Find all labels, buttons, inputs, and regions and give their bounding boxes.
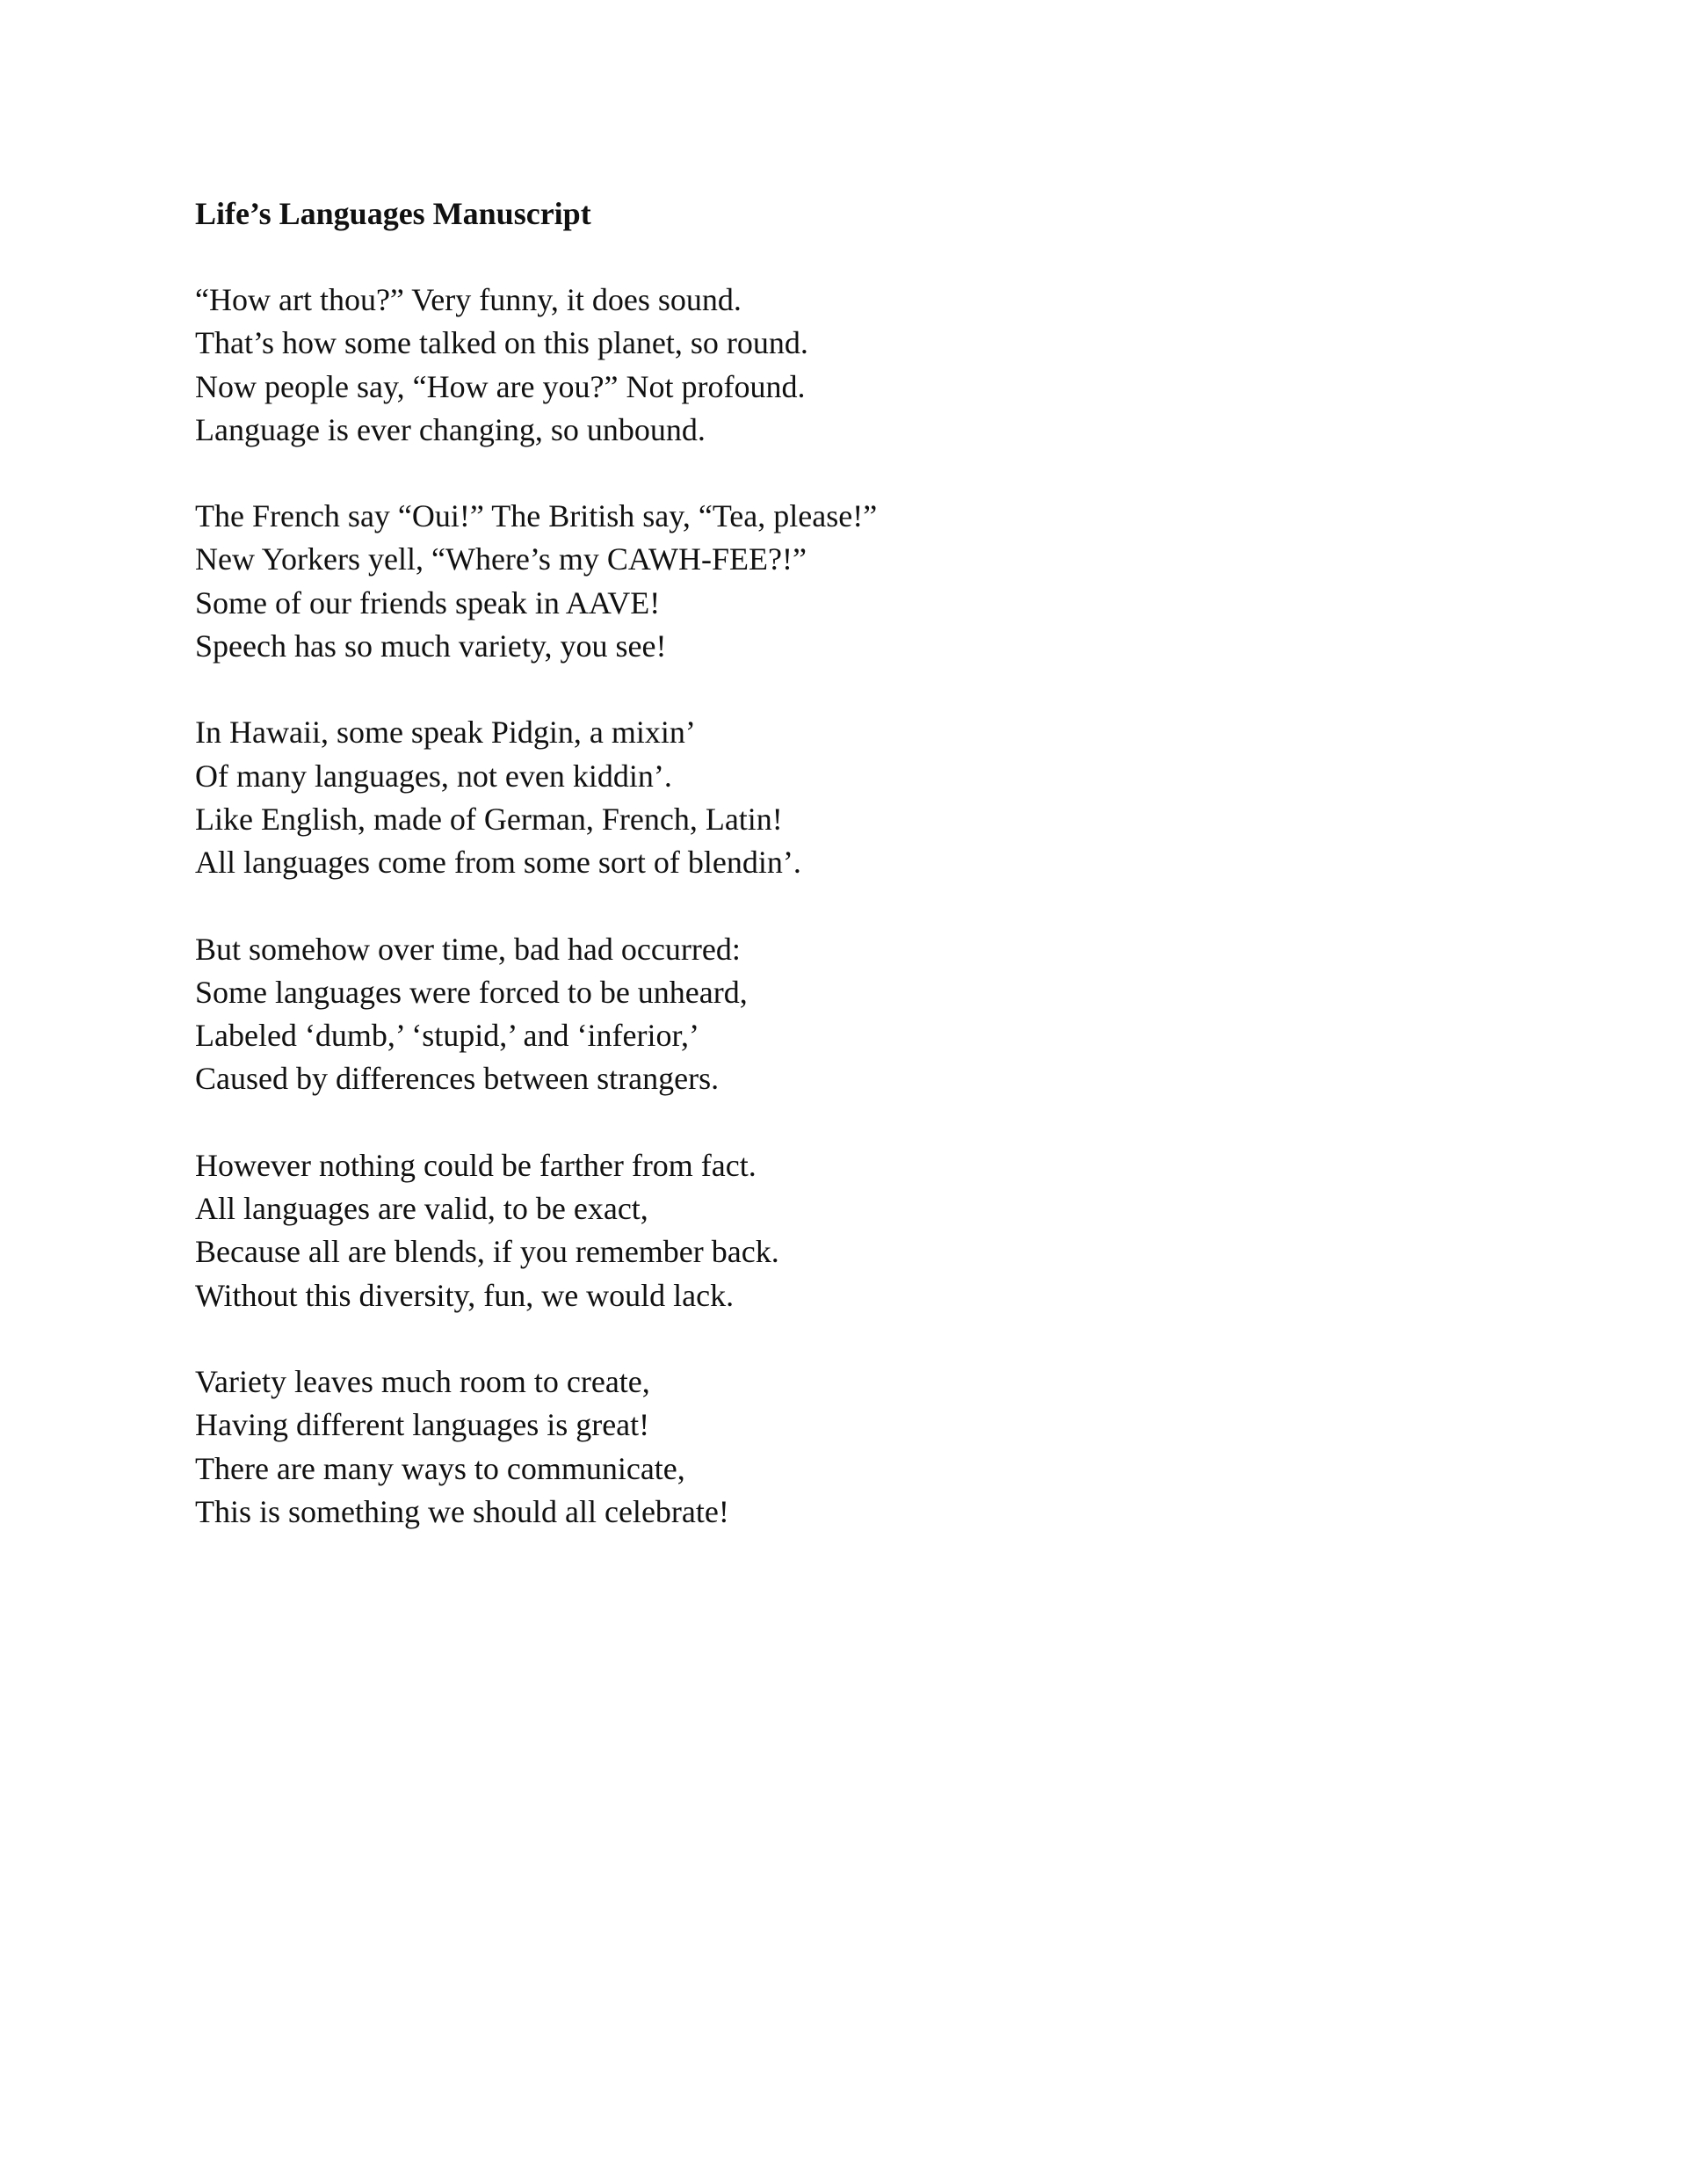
poem-title: Life’s Languages Manuscript xyxy=(195,196,591,231)
poem-line: Of many languages, not even kiddin’. xyxy=(195,758,672,794)
poem-line: Language is ever changing, so unbound. xyxy=(195,411,706,447)
poem-line: Labeled ‘dumb,’ ‘stupid,’ and ‘inferior,’ xyxy=(195,1018,700,1054)
poem-line: The French say “Oui!” The British say, “Tea, please!” xyxy=(195,498,878,534)
poem-line: All languages come from some sort of blendin’. xyxy=(195,845,801,881)
poem-line: New Yorkers yell, “Where’s my CAWH-FEE?!” xyxy=(195,541,807,577)
poem-line: But somehow over time, bad had occurred: xyxy=(195,931,741,967)
poem-line: “How art thou?” Very funny, it does sound. xyxy=(195,282,742,317)
poem-line: In Hawaii, some speak Pidgin, a mixin’ xyxy=(195,715,696,751)
poem-line: Caused by differences between strangers. xyxy=(195,1061,720,1097)
poem-body xyxy=(195,192,1513,1577)
poem-line: Now people say, “How are you?” Not profound. xyxy=(195,368,806,404)
poem-line: All languages are valid, to be exact, xyxy=(195,1191,648,1227)
poem-line: Some of our friends speak in AAVE! xyxy=(195,584,661,620)
stanza-2 xyxy=(195,495,1513,668)
stanza-3 xyxy=(195,711,1513,884)
poem-line: Some languages were forced to be unheard, xyxy=(195,974,748,1010)
stanza-4 xyxy=(195,928,1513,1101)
stanza-1 xyxy=(195,279,1513,452)
poem-line: Because all are blends, if you remember back. xyxy=(195,1234,779,1270)
poem-line: There are many ways to communicate, xyxy=(195,1450,685,1486)
stanza-5 xyxy=(195,1144,1513,1317)
poem-line: However nothing could be farther from fact. xyxy=(195,1147,757,1183)
poem-line: This is something we should all celebrate! xyxy=(195,1493,729,1529)
stanza-6 xyxy=(195,1360,1513,1534)
poem-line: Having different languages is great! xyxy=(195,1407,650,1443)
poem-line: Variety leaves much room to create, xyxy=(195,1363,650,1399)
poem-line: Like English, made of German, French, Latin! xyxy=(195,801,783,837)
poem-line: That’s how some talked on this planet, so round. xyxy=(195,325,808,361)
poem-line: Speech has so much variety, you see! xyxy=(195,628,667,664)
poem-line: Without this diversity, fun, we would lack. xyxy=(195,1277,735,1313)
